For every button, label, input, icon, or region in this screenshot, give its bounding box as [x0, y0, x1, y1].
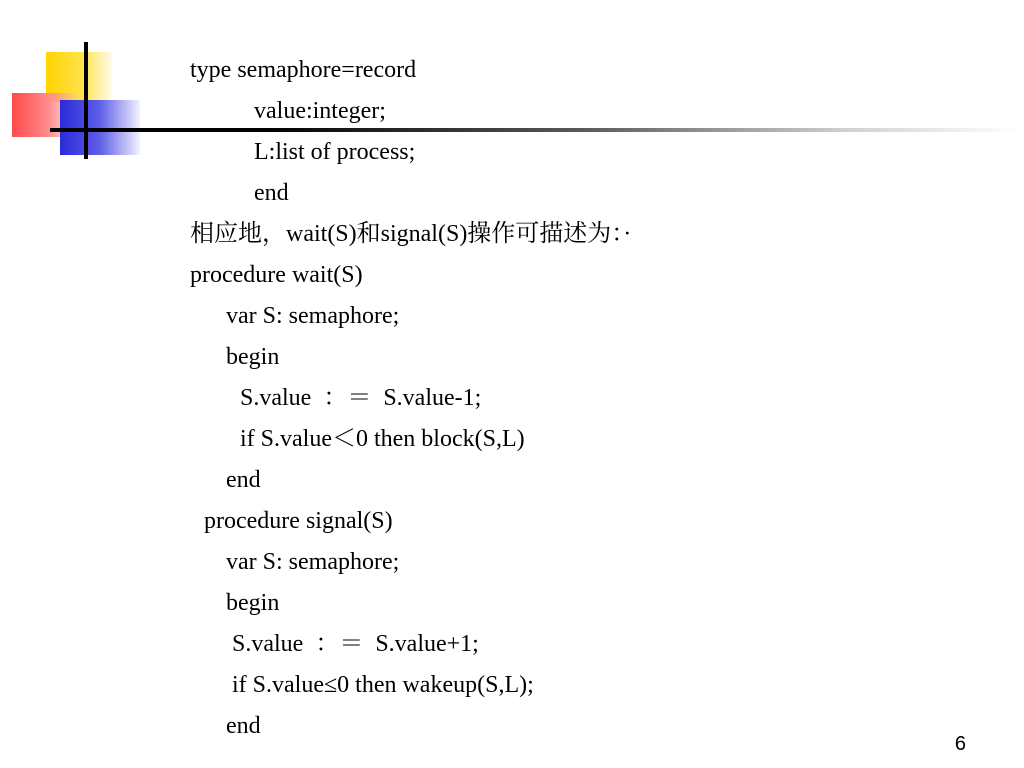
code-line: procedure wait(S) — [190, 262, 363, 288]
code-line: end — [226, 713, 261, 739]
code-line: if S.value＜0 then block(S,L) — [240, 426, 525, 452]
slide-decoration — [0, 0, 1024, 170]
code-line: var S: semaphore; — [226, 303, 400, 329]
code-line: begin — [226, 590, 280, 616]
horizontal-rule — [50, 128, 1020, 132]
code-line: var S: semaphore; — [226, 549, 400, 575]
code-line: L:list of process; — [254, 139, 416, 165]
code-line: end — [226, 467, 261, 493]
code-line: value:integer; — [254, 98, 386, 124]
code-line: begin — [226, 344, 280, 370]
vertical-rule — [84, 42, 88, 159]
page-number: 6 — [954, 733, 966, 755]
code-line: S.value ：＝ S.value+1; — [232, 631, 479, 657]
code-line: procedure signal(S) — [204, 508, 393, 534]
code-line: type semaphore=record — [190, 57, 417, 83]
code-line: end — [254, 180, 289, 206]
description-line: 相应地，wait(S)和signal(S)操作可描述为：· — [190, 221, 632, 247]
code-line: S.value ：＝ S.value-1; — [240, 385, 482, 411]
code-line: if S.value≤0 then wakeup(S,L); — [232, 672, 534, 698]
